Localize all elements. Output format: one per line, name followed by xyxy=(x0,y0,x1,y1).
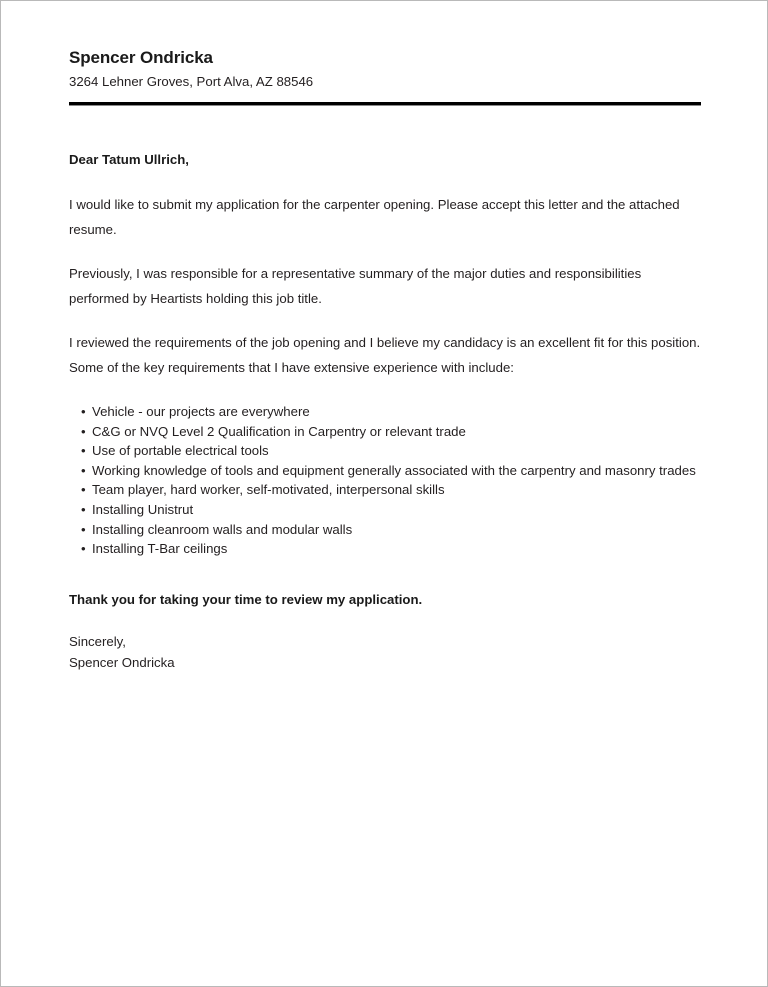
valediction: Sincerely, xyxy=(69,633,126,649)
body-paragraph-3: I reviewed the requirements of the job opening and I believe my candidacy is an excellent fit for this position. Some of the key requirements that I have extensive experience with include: xyxy=(69,335,701,375)
body-paragraph-2: Previously, I was responsible for a representative summary of the major duties and responsibilities performed by Heartists holding this job title. xyxy=(69,266,642,306)
bullet-icon: • xyxy=(81,423,86,439)
sender-name: Spencer Ondricka xyxy=(69,48,213,67)
bullet-icon: • xyxy=(81,541,86,557)
list-item-label: Installing T-Bar ceilings xyxy=(92,541,228,557)
bullet-icon: • xyxy=(81,482,86,498)
letter-header xyxy=(69,47,701,106)
list-item-label: Use of portable electrical tools xyxy=(92,443,269,459)
letter-body xyxy=(69,150,701,673)
list-item-label: Installing cleanroom walls and modular walls xyxy=(92,521,353,537)
list-item-label: Installing Unistrut xyxy=(92,501,194,517)
list-item xyxy=(69,500,701,520)
bullet-icon: • xyxy=(81,501,86,517)
bullet-icon: • xyxy=(81,462,86,478)
sender-address: 3264 Lehner Groves, Port Alva, AZ 88546 xyxy=(69,74,314,89)
list-item xyxy=(69,402,701,422)
bullet-icon: • xyxy=(81,404,86,419)
list-item xyxy=(69,441,701,461)
list-item xyxy=(69,422,701,442)
signature-name: Spencer Ondricka xyxy=(69,654,175,670)
list-item-label: Working knowledge of tools and equipment generally associated with the carpentry and masonry trades xyxy=(92,462,696,478)
bullet-icon: • xyxy=(81,443,86,459)
list-item xyxy=(69,539,701,559)
list-item xyxy=(69,520,701,540)
cover-letter-content xyxy=(69,47,701,673)
closing-thanks: Thank you for taking your time to review my application. xyxy=(69,591,423,607)
sign-off-block xyxy=(69,631,701,673)
header-divider-rule xyxy=(69,102,701,106)
list-item xyxy=(69,480,701,500)
requirements-list xyxy=(69,402,701,559)
list-item xyxy=(69,461,701,481)
salutation: Dear Tatum Ullrich, xyxy=(69,152,189,167)
list-item-label: C&G or NVQ Level 2 Qualification in Carpentry or relevant trade xyxy=(92,423,466,439)
body-paragraph-1: I would like to submit my application for the carpenter opening. Please accept this letter and the attached resume. xyxy=(69,197,680,237)
bullet-icon: • xyxy=(81,521,86,537)
list-item-label: Vehicle - our projects are everywhere xyxy=(92,404,310,419)
list-item-label: Team player, hard worker, self-motivated, interpersonal skills xyxy=(92,482,445,498)
